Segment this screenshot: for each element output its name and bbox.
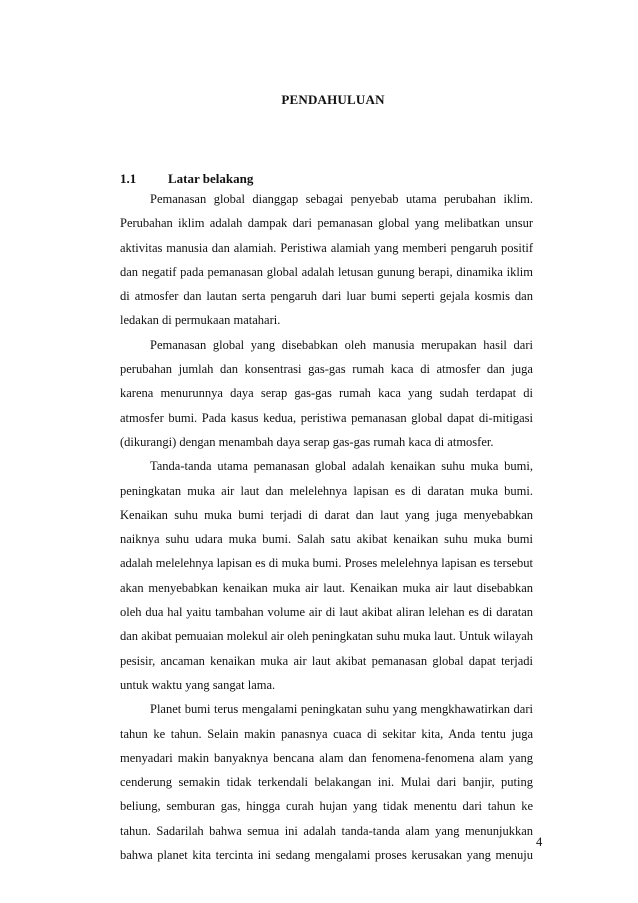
text-line: cenderung semakin tidak terkendali belakangan ini. Mulai dari banjir, puting	[120, 775, 533, 790]
text-line: Perubahan iklim adalah dampak dari pemanasan global yang melibatkan unsur	[120, 216, 533, 231]
text-line: aktivitas manusia dan alamiah. Peristiwa alamiah yang memberi pengaruh positif	[120, 240, 533, 255]
text-line: dan negatif pada pemanasan global adalah letusan gunung berapi, dinamika iklim	[120, 264, 533, 279]
text-line: peningkatan muka air laut dan melelehnya lapisan es di daratan muka bumi.	[120, 483, 533, 498]
text-line: pesisir, ancaman kenaikan muka air laut akibat pemanasan global dapat terjadi	[120, 653, 533, 668]
text-line: atmosfer bumi. Pada kasus kedua, peristiwa pemanasan global dapat di-mitigasi	[120, 410, 533, 425]
text-line: menyadari makin banyaknya bencana alam dan fenomena-fenomena alam yang	[120, 750, 533, 765]
text-line: akan menyebabkan kenaikan muka air laut. Kenaikan muka air laut disebabkan	[120, 580, 533, 595]
section-number: 1.1	[120, 171, 137, 186]
text-line: di atmosfer dan lautan serta pengaruh dari luar bumi seperti gejala kosmis dan	[120, 289, 533, 304]
text-line: tahun. Sadarilah bahwa semua ini adalah tanda-tanda alam yang menunjukkan	[120, 823, 533, 838]
text-line: Kenaikan suhu muka bumi terjadi di darat dan laut yang juga menyebabkan	[120, 507, 533, 522]
text-line: Pemanasan global yang disebabkan oleh manusia merupakan hasil dari	[150, 337, 533, 352]
text-line: ledakan di permukaan matahari.	[120, 313, 281, 328]
section-heading	[120, 171, 253, 187]
text-line: (dikurangi) dengan menambah daya serap gas-gas rumah kaca di atmosfer.	[120, 434, 494, 449]
text-line: Pemanasan global dianggap sebagai penyebab utama perubahan iklim.	[150, 192, 533, 206]
text-line: oleh dua hal yaitu tambahan volume air di laut akibat aliran lelehan es di daratan	[120, 605, 533, 620]
text-line: tahun ke tahun. Selain makin panasnya cuaca di sekitar kita, Anda tentu juga	[120, 726, 533, 741]
text-line: dan akibat pemuaian molekul air oleh peningkatan suhu muka laut. Untuk wilayah	[120, 629, 533, 644]
text-line: karena menurunnya daya serap gas-gas rumah kaca yang sudah terdapat di	[120, 386, 533, 401]
chapter-title: PENDAHULUAN	[281, 92, 385, 107]
text-line: beliung, semburan gas, hingga curah hujan yang tidak menentu dari tahun ke	[120, 799, 533, 814]
page-number: 4	[536, 835, 543, 849]
text-line: naiknya suhu udara muka bumi. Salah satu akibat kenaikan suhu muka bumi	[120, 532, 533, 547]
text-line: bahwa planet kita tercinta ini sedang mengalami proses kerusakan yang menuju	[120, 848, 533, 863]
body-text	[120, 187, 533, 867]
text-line: Planet bumi terus mengalami peningkatan suhu yang mengkhawatirkan dari	[150, 702, 533, 717]
text-line: perubahan jumlah dan konsentrasi gas-gas rumah kaca di atmosfer dan juga	[120, 362, 533, 377]
text-line: Tanda-tanda utama pemanasan global adalah kenaikan suhu muka bumi,	[150, 459, 533, 474]
text-line: adalah melelehnya lapisan es di muka bumi. Proses melelehnya lapisan es tersebut	[120, 556, 533, 571]
section-title: Latar belakang	[168, 171, 254, 186]
text-line: untuk waktu yang sangat lama.	[120, 677, 276, 692]
